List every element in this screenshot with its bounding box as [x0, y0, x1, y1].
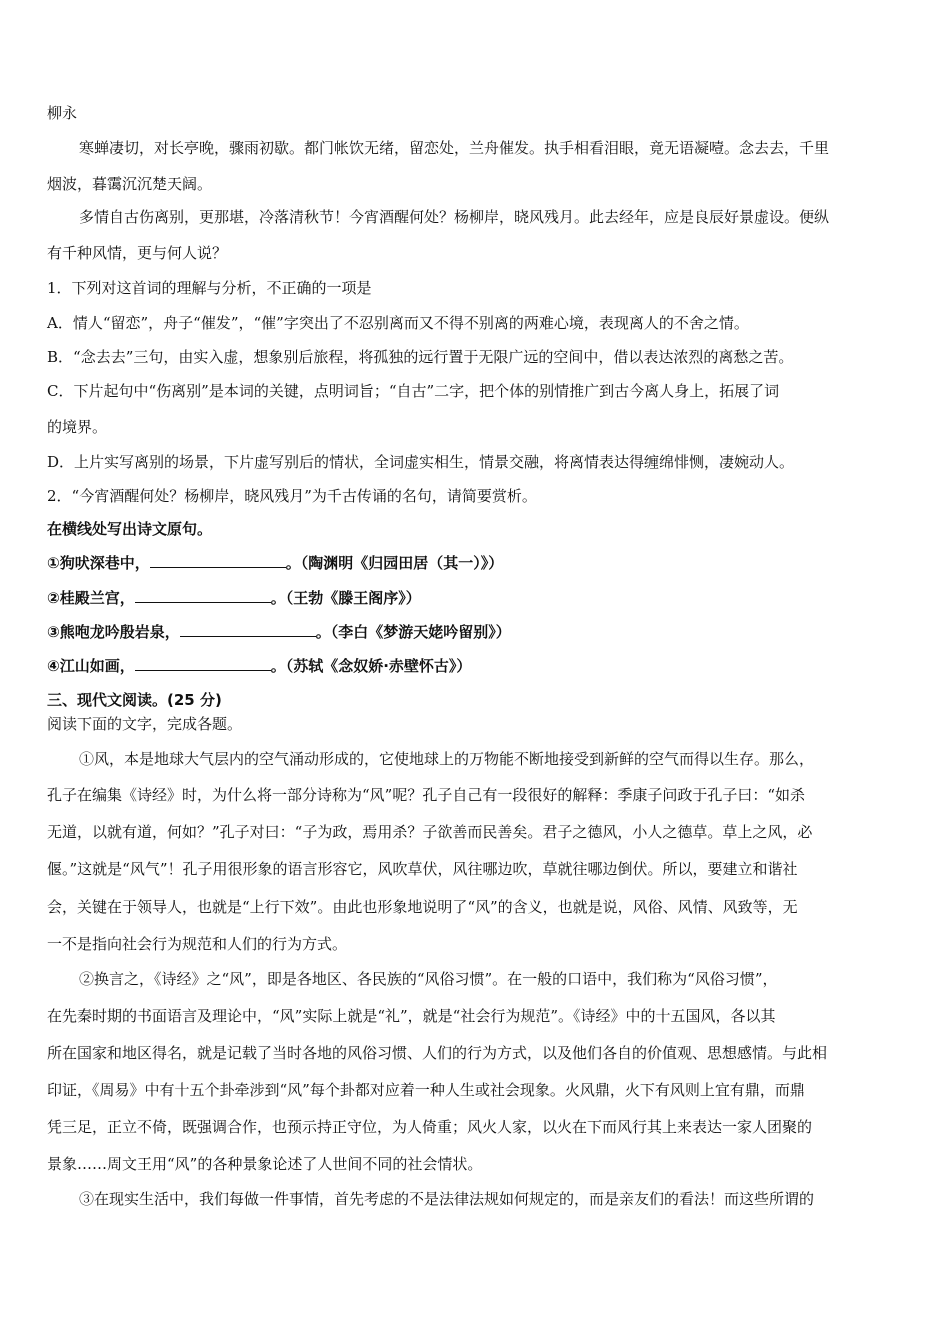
- paragraph-line: 所在国家和地区得名，就是记载了当时各地的风俗习惯、人们的行为方式，以及他们各自的价值观、思想感情。与此相: [47, 1044, 828, 1062]
- fill-heading: 在横线处写出诗文原句。: [47, 520, 213, 538]
- answer-blank[interactable]: [135, 656, 271, 671]
- fill-item: [47, 552, 503, 573]
- option-c: C．下片起句中“伤离别”是本词的关键，点明词旨；“自古”二字，把个体的别情推广到古今离人身上，拓展了词: [47, 382, 780, 400]
- paragraph-line: ③在现实生活中，我们每做一件事情，首先考虑的不是法律法规如何规定的，而是亲友们的看法！而这些所谓的: [79, 1190, 815, 1208]
- paragraph-line: 无道，以就有道，何如？”孔子对曰：“子为政，焉用杀？子欲善而民善矣。君子之德风，小人之德草。草上之风，必: [47, 823, 813, 841]
- paragraph-line: 印证，《周易》中有十五个卦牵涉到“风”每个卦都对应着一种人生或社会现象。火风鼎，火下有风则上宜有鼎，而鼎: [47, 1081, 805, 1099]
- paragraph-line: ②换言之，《诗经》之“风”，即是各地区、各民族的“风俗习惯”。在一般的口语中，我们称为“风俗习惯”，: [79, 970, 778, 988]
- fill-item: [47, 587, 421, 608]
- paragraph-line: 孔子在编集《诗经》时，为什么将一部分诗称为“风”呢？孔子自己有一段很好的解释：季康子问政于孔子曰：“如杀: [47, 786, 806, 804]
- poem-line: 寒蝉凄切，对长亭晚，骤雨初歇。都门帐饮无绪，留恋处，兰舟催发。执手相看泪眼，竟无语凝噎。念去去，千里: [79, 139, 830, 157]
- answer-blank[interactable]: [180, 622, 316, 637]
- fill-suffix: 。（李白《梦游天姥吟留别》）: [315, 623, 511, 641]
- fill-suffix: 。（王勃《滕王阁序》）: [270, 589, 421, 607]
- option-a: A．情人“留恋”，舟子“催发”，“催”字突出了不忍别离而又不得不别离的两难心境，表现离人的不舍之情。: [47, 314, 749, 332]
- fill-suffix: 。（苏轼《念奴娇·赤壁怀古》）: [270, 657, 472, 675]
- question-2-stem: 2．“今宵酒醒何处？杨柳岸，晓风残月”为千古传诵的名句，请简要赏析。: [47, 487, 537, 505]
- answer-blank[interactable]: [135, 588, 271, 603]
- paragraph-line: 凭三足，正立不倚，既强调合作，也预示持正守位，为人倚重；风火人家，以火在下而风行其上来表达一家人团聚的: [47, 1118, 813, 1136]
- fill-prefix: ②桂殿兰宫，: [47, 589, 135, 607]
- paragraph-line: 偃。”这就是“风气”！孔子用很形象的语言形容它，风吹草伏，风往哪边吹，草就往哪边倒伏。所以，要建立和谐社: [47, 860, 798, 878]
- fill-prefix: ①狗吠深巷中，: [47, 554, 150, 572]
- paragraph-line: ①风，本是地球大气层内的空气涌动形成的，它使地球上的万物能不断地接受到新鲜的空气而得以生存。那么，: [79, 750, 815, 768]
- section-instruction: 阅读下面的文字，完成各题。: [47, 715, 243, 733]
- poem-line: 多情自古伤离别，更那堪，冷落清秋节！今宵酒醒何处？杨柳岸，晓风残月。此去经年，应是良辰好景虚设。便纵: [79, 208, 830, 226]
- paragraph-line: 景象……周文王用“风”的各种景象论述了人世间不同的社会情状。: [47, 1155, 483, 1173]
- fill-prefix: ③熊咆龙吟殷岩泉，: [47, 623, 180, 641]
- fill-prefix: ④江山如画，: [47, 657, 135, 675]
- answer-blank[interactable]: [150, 553, 286, 568]
- poem-author: 柳永: [47, 104, 78, 122]
- question-1-stem: 1．下列对这首词的理解与分析，不正确的一项是: [47, 279, 372, 297]
- poem-line: 烟波，暮霭沉沉楚天阔。: [47, 175, 213, 193]
- paragraph-line: 在先秦时期的书面语言及理论中，“风”实际上就是“礼”，就是“社会行为规范”。《诗经》中的十五国风，各以其: [47, 1007, 776, 1025]
- fill-item: [47, 621, 511, 642]
- paragraph-line: 一不是指向社会行为规范和人们的行为方式。: [47, 935, 348, 953]
- poem-line: 有千种风情，更与何人说？: [47, 244, 228, 262]
- fill-suffix: 。（陶渊明《归园田居（其一）》）: [285, 554, 504, 572]
- fill-item: [47, 655, 471, 676]
- paragraph-line: 会，关键在于领导人，也就是“上行下效”。由此也形象地说明了“风”的含义，也就是说，风俗、风情、风致等，无: [47, 898, 798, 916]
- option-b: B．“念去去”三句，由实入虚，想象别后旅程，将孤独的远行置于无限广远的空间中，借以表达浓烈的离愁之苦。: [47, 348, 794, 366]
- option-c-cont: 的境界。: [47, 418, 108, 436]
- section-title: 三、现代文阅读。(25 分): [47, 691, 222, 709]
- option-d: D．上片实写离别的场景，下片虚写别后的情状，全词虚实相生，情景交融，将离情表达得缠绵悱恻，凄婉动人。: [47, 453, 795, 471]
